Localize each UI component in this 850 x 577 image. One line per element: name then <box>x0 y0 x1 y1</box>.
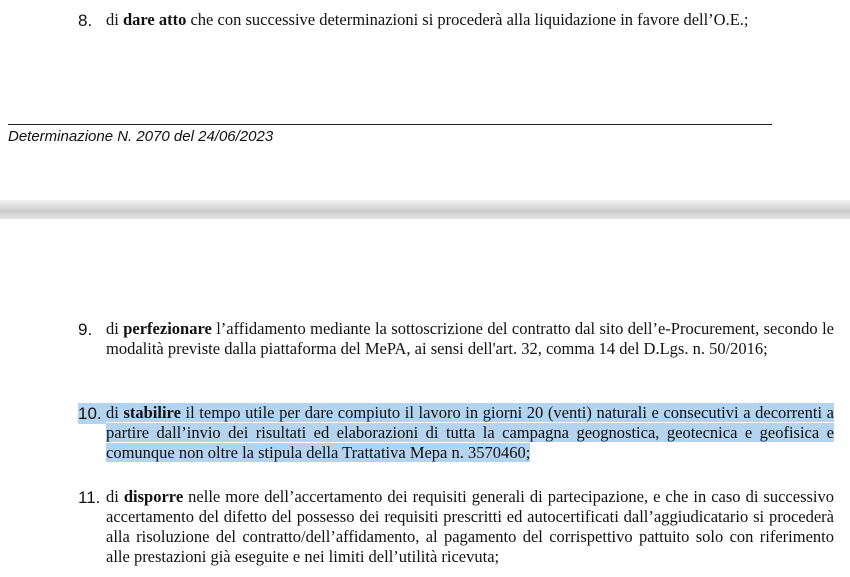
text-prefix: di <box>106 403 124 422</box>
bold-keyword: perfezionare <box>123 319 212 338</box>
footer-divider <box>8 124 772 125</box>
item-number: 11. <box>78 488 101 507</box>
bold-keyword: dare atto <box>122 10 187 29</box>
text-prefix: di <box>106 10 123 29</box>
text-body: il tempo utile per dare compiuto il lavoro in giorni 20 (venti) naturali e consecutivi a decorrenti a partire dall’invio dei risultati ed elaborazioni di tutta la campagna geognostica, geotecnica e geofisica e comunque non oltre la stipula della Trattativa Mepa n. 3570460; <box>106 403 834 462</box>
item-text[interactable] <box>106 10 834 30</box>
item-number: 8. <box>78 11 93 30</box>
text-prefix: di <box>106 319 124 338</box>
item-text-selected[interactable] <box>106 403 834 463</box>
text-body: nelle more dell’accertamento dei requisiti generali di partecipazione, e che in caso di successivo accertamento del difetto del possesso dei requisiti prescritti ed autocertificati dall’aggiudicatario si procederà alla risoluzione del contratto/dell’affidamento, al pagamento del corrispettivo pattuito solo con riferimento alle prestazioni già eseguite e nei limiti dell’utilità ricevuta; <box>106 487 834 566</box>
page-footer: Determinazione N. 2070 del 24/06/2023 <box>8 128 274 145</box>
document-page-top <box>0 0 850 200</box>
item-text[interactable] <box>106 487 834 567</box>
item-text[interactable] <box>106 319 834 359</box>
text-prefix: di <box>106 487 124 506</box>
bold-keyword: stabilire <box>123 403 181 422</box>
document-page-bottom <box>0 219 850 577</box>
selected-text <box>106 403 834 462</box>
text-body: l’affidamento mediante la sottoscrizione del contratto dal sito dell’e-Procurement, secondo le modalità previste dalla piattaforma del MePA, ai sensi dell'art. 32, comma 14 del D.Lgs. n. 50/2016; <box>106 319 834 358</box>
page-separator <box>0 200 850 219</box>
bold-keyword: disporre <box>123 487 184 506</box>
text-body: che con successive determinazioni si procederà alla liquidazione in favore dell’O.E.; <box>186 10 749 29</box>
item-number: 9. <box>78 320 93 339</box>
item-number: 10. <box>78 403 106 424</box>
